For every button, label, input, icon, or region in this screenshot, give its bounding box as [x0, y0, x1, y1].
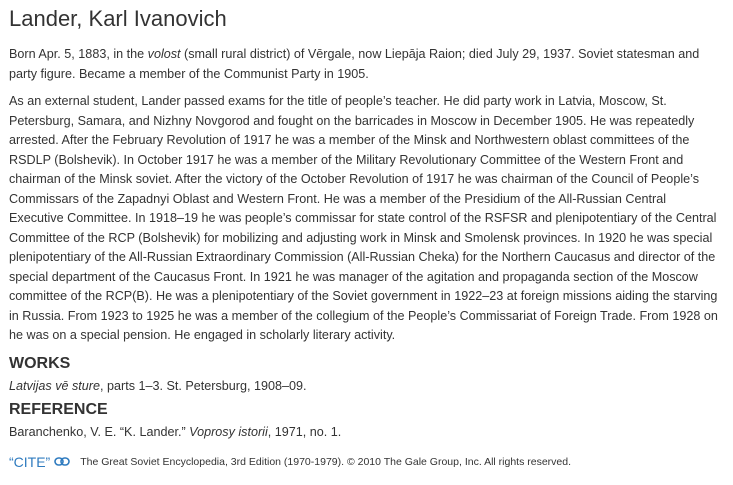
intro-paragraph [9, 45, 724, 84]
works-entry [9, 376, 724, 396]
reference-entry [9, 422, 724, 442]
intro-text-start: Born Apr. 5, 1883, in the [9, 47, 148, 61]
body-paragraph: As an external student, Lander passed exams for the title of people’s teacher. He did party work in Latvia, Moscow, St. Petersburg, Samara, and Nizhny Novgorod and fought on the barricades in Moscow in December 1905. He was repeatedly arrested. After the February Revolution of 1917 he was a member of the Minsk and Northwestern oblast committees of the RSDLP (Bolshevik). In October 1917 he was a member of the Military Revolutionary Committee of the Western Front and chairman of the Minsk soviet. After the victory of the October Revolution of 1917 he was chairman of the Council of People’s Commissars of the Zapadnyi Oblast and Western Front. He was a member of the Presidium of the All-Russian Central Executive Committee. In 1918–19 he was people’s commissar for state control of the RSFSR and plenipotentiary of the Central Committee of the RCP (Bolshevik) for mobilizing and adjusting work in Minsk and Smolensk provinces. In 1920 he was special plenipotentiary of the All-Russian Extraordinary Commission (All-Russian Cheka) for the Northern Caucasus and director of the special department of the Caucasus Front. In 1921 he was manager of the agitation and propaganda section of the Moscow committee of the RCP(B). He was a plenipotentiary of the Soviet government in 1922–23 at foreign missions aiding the starving in Russia. From 1923 to 1925 he was a member of the collegium of the People’s Commissariat of Foreign Trade. From 1928 on he was on a special pension. He engaged in scholarly literary activity. [9, 94, 718, 342]
cite-label: “CITE” [9, 453, 51, 470]
reference-details: , 1971, no. 1. [267, 424, 342, 439]
cite-button[interactable] [9, 454, 70, 470]
link-icon [54, 457, 70, 466]
reference-journal: Voprosy istorii [189, 424, 268, 439]
works-heading: WORKS [9, 354, 71, 372]
article-title: Lander, Karl Ivanovich [9, 6, 227, 31]
reference-author: Baranchenko, V. E. “K. Lander.” [9, 424, 190, 439]
reference-heading: REFERENCE [9, 400, 108, 418]
intro-text-rest: (small rural district) of Vērgale, now Liepāja Raion; died July 29, 1937. Soviet statesman and party figure. Became a member of the Communist Party in 1905. [9, 47, 700, 81]
works-title: Latvijas vē sture [9, 378, 100, 393]
intro-emphasis: volost [147, 47, 181, 61]
footer [9, 454, 724, 470]
source-attribution: The Great Soviet Encyclopedia, 3rd Edition (1970-1979). © 2010 The Gale Group, Inc. All rights reserved. [80, 455, 572, 468]
works-details: , parts 1–3. St. Petersburg, 1908–09. [100, 378, 307, 393]
